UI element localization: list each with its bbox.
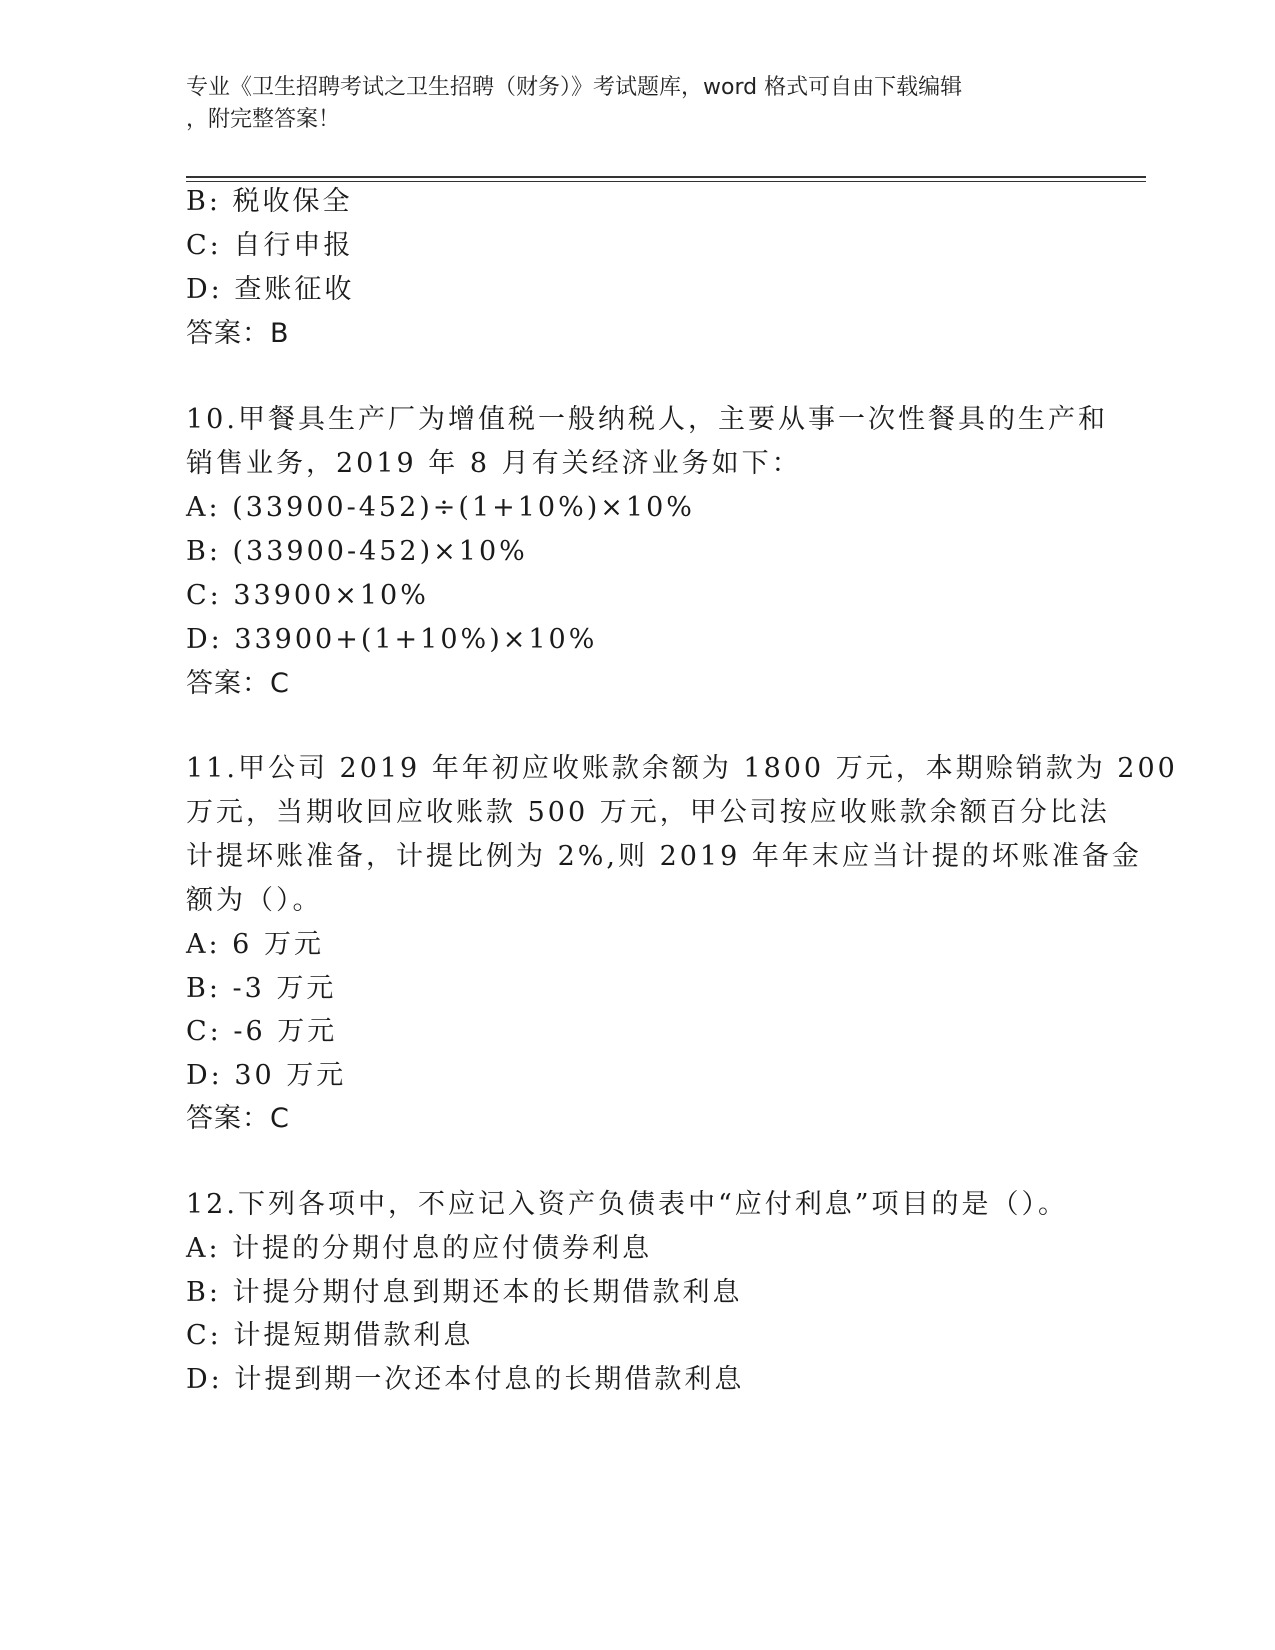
q12-option-a: A: 计提的分期付息的应付债券利息 (186, 1233, 653, 1264)
q11-option-d: D: 30 万元 (186, 1060, 347, 1091)
q9-option-d: D: 查账征收 (186, 274, 355, 305)
q11-stem-line-3: 计提坏账准备，计提比例为 2%,则 2019 年年末应当计提的坏账准备金 (186, 841, 1142, 872)
q10-option-a: A: (33900-452)÷(1+10%)×10% (186, 492, 695, 523)
q12-option-c: C: 计提短期借款利息 (186, 1320, 474, 1351)
q12-option-b: B: 计提分期付息到期还本的长期借款利息 (186, 1277, 743, 1308)
q10-option-d: D: 33900+(1+10%)×10% (186, 624, 598, 655)
q9-option-c: C: 自行申报 (186, 230, 354, 261)
q11-stem-line-4: 额为（）。 (186, 885, 323, 916)
q10-option-b: B: (33900-452)×10% (186, 536, 528, 567)
q9-option-b: B: 税收保全 (186, 186, 353, 217)
header-divider-thick (186, 176, 1146, 178)
header-divider-thin (186, 181, 1146, 182)
q10-option-c: C: 33900×10% (186, 580, 429, 611)
q10-answer: 答案：C (186, 668, 290, 699)
page-header (186, 72, 1086, 136)
header-line-1: 专业《卫生招聘考试之卫生招聘（财务）》考试题库，word 格式可自由下载编辑 (186, 75, 963, 100)
q12-option-d: D: 计提到期一次还本付息的长期借款利息 (186, 1364, 745, 1395)
q9-answer: 答案：B (186, 318, 290, 349)
q11-option-a: A: 6 万元 (186, 929, 324, 960)
q10-stem-line-1: 10.甲餐具生产厂为增值税一般纳税人，主要从事一次性餐具的生产和 (186, 404, 1108, 435)
q11-answer: 答案：C (186, 1103, 290, 1134)
q11-option-c: C: -6 万元 (186, 1016, 338, 1047)
q11-stem-line-2: 万元，当期收回应收账款 500 万元，甲公司按应收账款余额百分比法 (186, 797, 1110, 828)
q12-stem-line-1: 12.下列各项中，不应记入资产负债表中“应付利息”项目的是（）。 (186, 1189, 1069, 1220)
header-line-2: ，附完整答案！ (186, 107, 341, 132)
q11-option-b: B: -3 万元 (186, 973, 337, 1004)
q11-stem-line-1: 11.甲公司 2019 年年初应收账款余额为 1800 万元，本期赊销款为 200 (186, 753, 1178, 784)
q10-stem-line-2: 销售业务，2019 年 8 月有关经济业务如下： (186, 448, 802, 479)
